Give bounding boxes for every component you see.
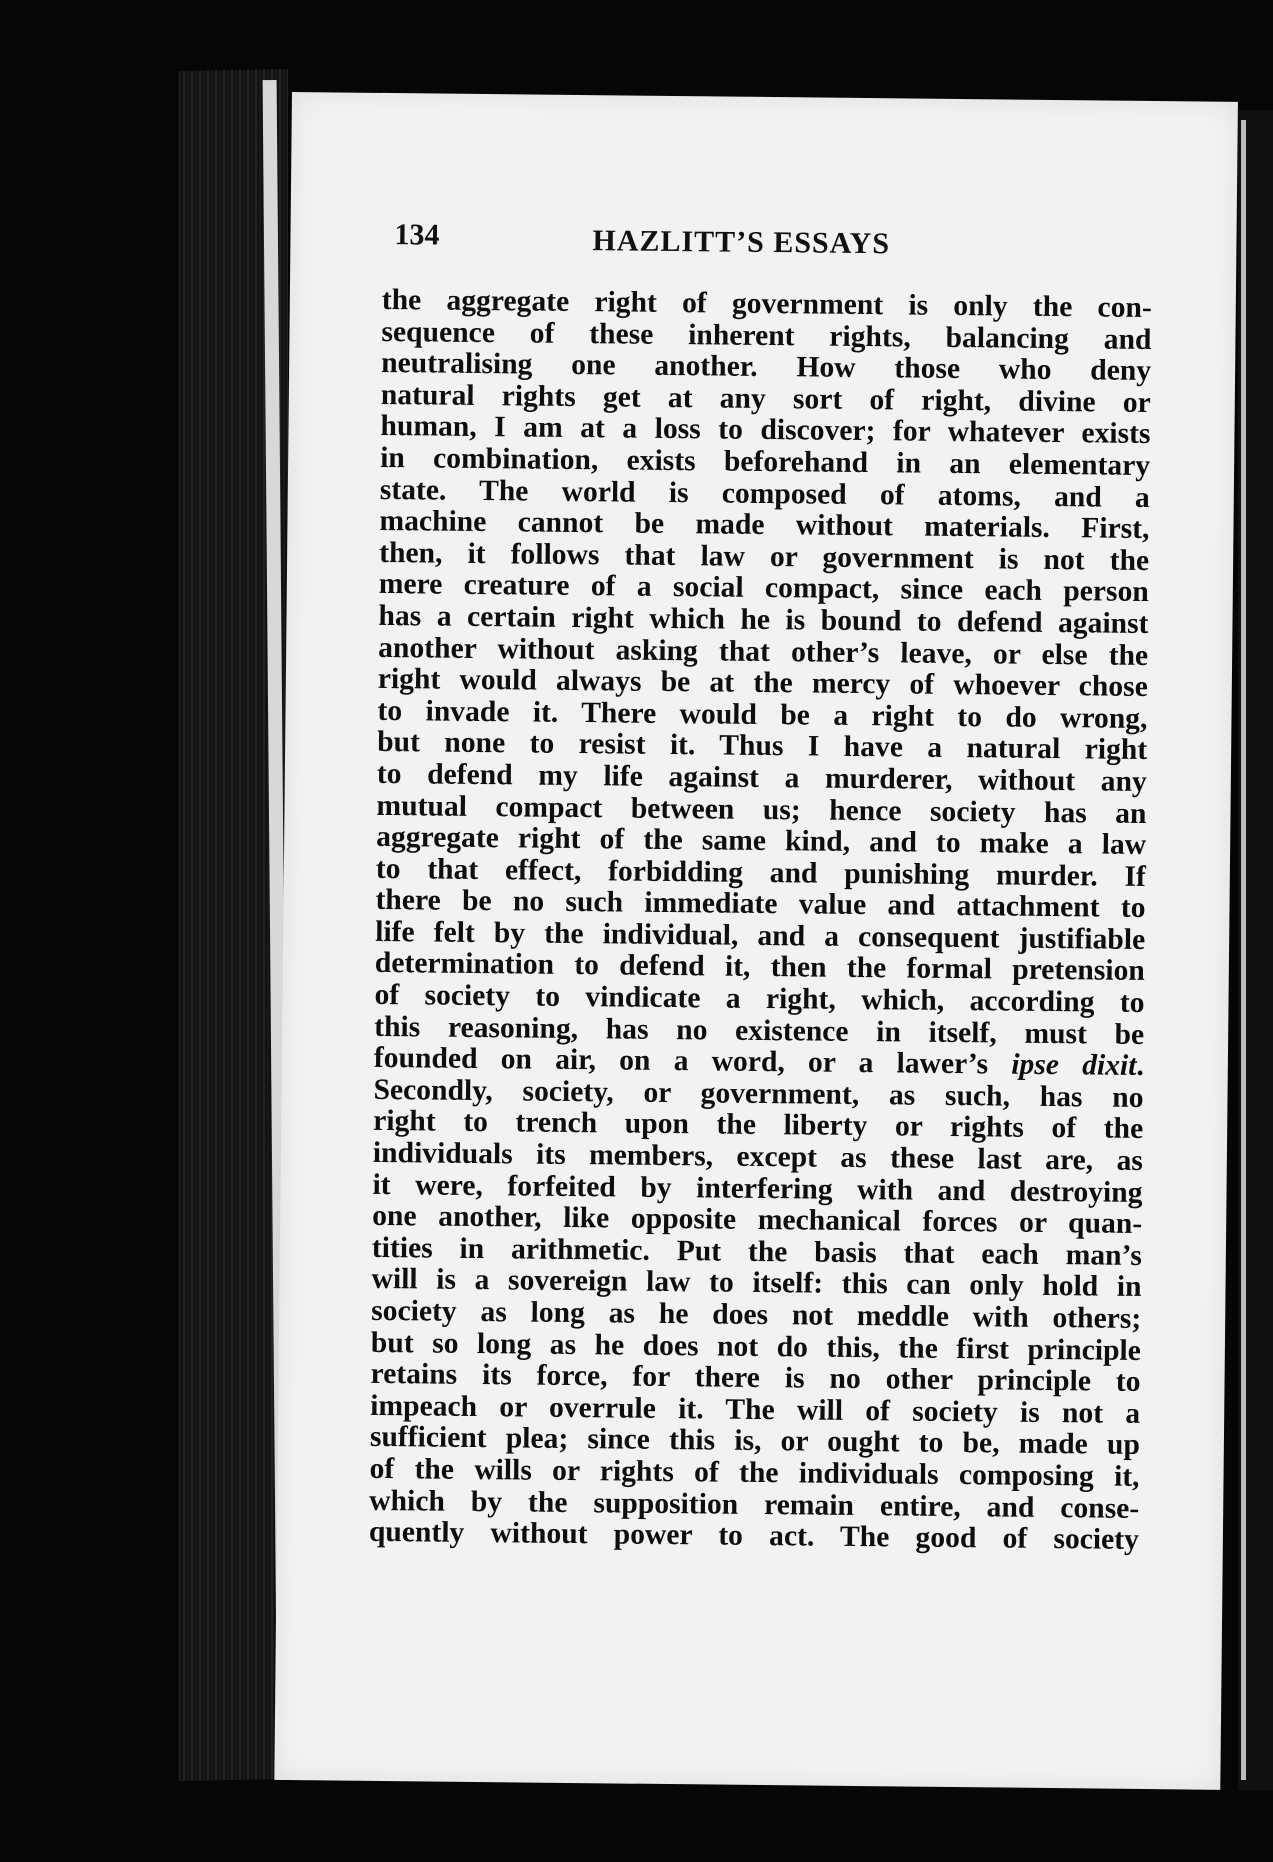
text-line: right to trench upon the liberty or rights of the <box>373 1105 1144 1146</box>
text-line: but so long as he does not do this, the first principle <box>370 1326 1142 1367</box>
text-line: neutralising one another. How those who deny <box>380 347 1152 388</box>
text-line: but none to resist it. Thus I have a natural right <box>377 726 1148 767</box>
text-line: life felt by the individual, and a consequent justifiable <box>375 915 1146 956</box>
text-line: of society to vindicate a right, which, according to <box>374 978 1145 1020</box>
text-line: one another, like opposite mechanical forces or quan- <box>372 1200 1143 1241</box>
text-line: aggregate right of the same kind, and to make a law <box>376 821 1147 862</box>
running-title: HAZLITT’S ESSAYS <box>592 224 891 261</box>
text-line: it were, forfeited by interfering with and destroying <box>372 1168 1143 1209</box>
text-line: in combination, exists beforehand in an elementary <box>380 441 1151 482</box>
text-line: machine cannot be made without materials. First, <box>379 505 1150 546</box>
running-head <box>394 218 994 274</box>
text-line: another without asking that other’s leave, or else the <box>378 631 1149 672</box>
text-line: sequence of these inherent rights, balancing and <box>381 315 1152 356</box>
text-line: the aggregate right of government is only the con- <box>381 283 1152 325</box>
scan-background <box>0 1790 1273 1862</box>
text-line: state. The world is composed of atoms, and a <box>379 473 1150 514</box>
text-line: then, it follows that law or government is not the <box>379 536 1150 577</box>
text-line: will is a sovereign law to itself: this can only hold in <box>371 1263 1142 1304</box>
text-line: of the wills or rights of the individuals composing it, <box>369 1452 1140 1493</box>
text-line: there be no such immediate value and attachment to <box>375 884 1146 925</box>
page-number: 134 <box>394 218 440 252</box>
text-line: impeach or overrule it. The will of society is not a <box>370 1389 1141 1430</box>
text-line: which by the supposition remain entire, and conse- <box>369 1484 1140 1525</box>
text-line: tities in arithmetic. Put the basis that each man’s <box>371 1231 1143 1272</box>
text-line: to defend my life against a murderer, without any <box>376 757 1147 798</box>
italic-phrase: ipse dixit <box>1011 1048 1137 1083</box>
text-line: natural rights get at any sort of right, divine or <box>380 378 1151 419</box>
facing-page-edge-highlight <box>1241 120 1246 1780</box>
text-line: founded on air, on a word, or a lawer’s ipse dixit. <box>373 1042 1144 1083</box>
book-page <box>274 92 1238 1790</box>
text-line: human, I am at a loss to discover; for whatever exists <box>380 410 1151 451</box>
text-line: sufficient plea; since this is, or ought to be, made up <box>369 1421 1141 1462</box>
text-line: to invade it. There would be a right to do wrong, <box>377 694 1148 735</box>
text-line: right would always be at the mercy of whoever chose <box>377 663 1148 704</box>
text-line: Secondly, society, or government, as such, has no <box>373 1073 1144 1114</box>
text-line: mutual compact between us; hence society has an <box>376 789 1147 830</box>
text-line: to that effect, forbidding and punishing murder. If <box>375 852 1146 893</box>
text-line: society as long as he does not meddle with others; <box>371 1294 1142 1335</box>
text-line: this reasoning, has no existence in itself, must be <box>374 1010 1145 1051</box>
text-line: determination to defend it, then the formal pretension <box>374 947 1146 988</box>
text-line: quently without power to act. The good of society <box>368 1516 1140 1557</box>
text-line: mere creature of a social compact, since each person <box>378 568 1149 609</box>
body-text <box>369 285 1152 1557</box>
text-line: individuals its members, except as these last are, as <box>372 1136 1144 1177</box>
text-line: has a certain right which he is bound to defend against <box>378 599 1149 640</box>
text-line: retains its force, for there is no other principle to <box>370 1358 1141 1399</box>
